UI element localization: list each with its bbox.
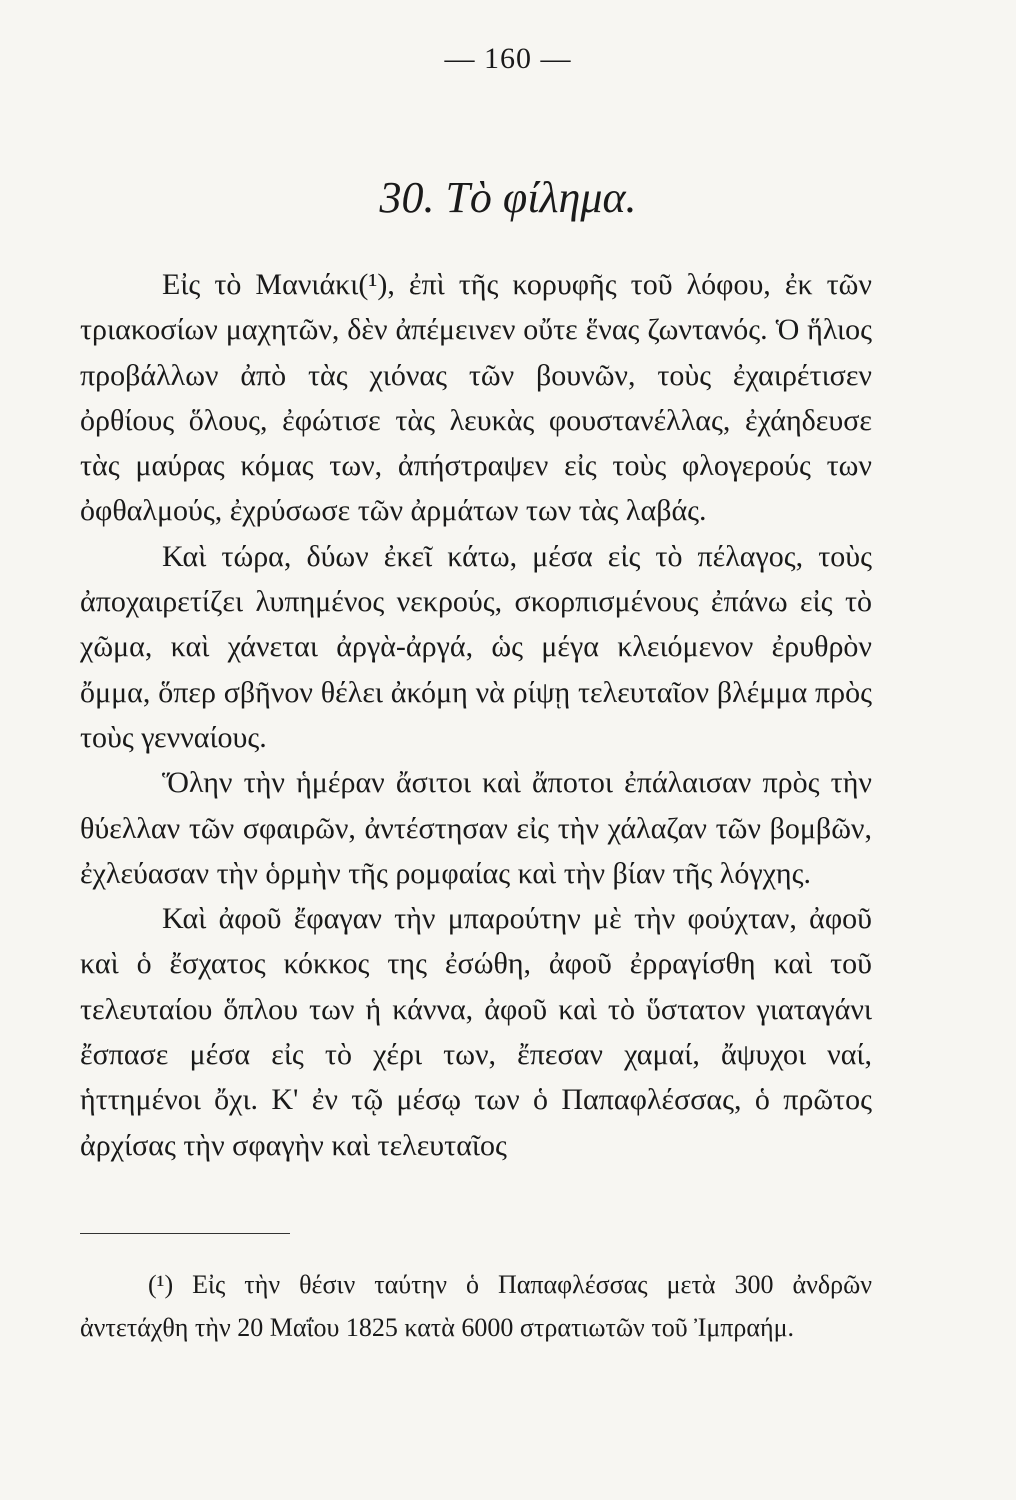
body-text xyxy=(80,262,872,1168)
page-number: — 160 — xyxy=(444,42,572,75)
paragraph: Εἰς τὸ Μανιάκι(¹), ἐπὶ τῆς κορυφῆς τοῦ λόφου, ἐκ τῶν τριακοσίων μαχητῶν, δὲν ἀπέμεινεν οὔτε ἕνας ζωντανός. Ὁ ἥλιος προβάλλων ἀπὸ τὰς χιόνας τῶν βουνῶν, τοὺς ἐχαιρέτισεν ὀρθίους ὅλους, ἐφώτισε τὰς λευκὰς φουστανέλλας, ἐχάηδευσε τὰς μαύρας κόμας των, ἀπήστραψεν εἰς τοὺς φλογερούς των ὀφθαλμούς, ἐχρύσωσε τῶν ἀρμάτων των τὰς λαβάς. xyxy=(80,268,872,528)
footnotes xyxy=(80,1263,872,1349)
paragraph: Καὶ ἀφοῦ ἔφαγαν τὴν μπαρούτην μὲ τὴν φούχταν, ἀφοῦ καὶ ὁ ἔσχατος κόκκος της ἐσώθη, ἀφοῦ ἐρραγίσθη καὶ τοῦ τελευταίου ὅπλου των ἡ κάννα, ἀφοῦ καὶ τὸ ὕστατον γιαταγάνι ἔσπασε μέσα εἰς τὸ χέρι των, ἔπεσαν χαμαί, ἄψυχοι ναί, ἡττημένοι ὄχι. Κ' ἐν τῷ μέσῳ των ὁ Παπαφλέσσας, ὁ πρῶτος ἀρχίσας τὴν σφαγὴν καὶ τελευταῖος xyxy=(80,902,872,1162)
paragraph: Καὶ τώρα, δύων ἐκεῖ κάτω, μέσα εἰς τὸ πέλαγος, τοὺς ἀποχαιρετίζει λυπημένος νεκρούς, σκορπισμένους ἐπάνω εἰς τὸ χῶμα, καὶ χάνεται ἀργὰ-ἀργά, ὡς μέγα κλειόμενον ἐρυθρὸν ὄμμα, ὅπερ σβῆνον θέλει ἀκόμη νὰ ρίψῃ τελευταῖον βλέμμα πρὸς τοὺς γενναίους. xyxy=(80,539,872,754)
paragraph: Ὅλην τὴν ἡμέραν ἄσιτοι καὶ ἄποτοι ἐπάλαισαν πρὸς τὴν θύελλαν τῶν σφαιρῶν, ἀντέστησαν εἰς τὴν χάλαζαν τῶν βομβῶν, ἐχλεύασαν τὴν ὁρμὴν τῆς ρομφαίας καὶ τὴν βίαν τῆς λόγχης. xyxy=(80,766,872,890)
footnote-divider xyxy=(80,1233,290,1234)
footnote: (¹) Εἰς τὴν θέσιν ταύτην ὁ Παπαφλέσσας μετὰ 300 ἀνδρῶν ἀντετάχθη τὴν 20 Μαΐου 1825 κατὰ 6000 στρατιωτῶν τοῦ Ἰμπραήμ. xyxy=(80,1270,872,1342)
chapter-title: 30. Τὸ φίλημα. xyxy=(379,173,637,222)
